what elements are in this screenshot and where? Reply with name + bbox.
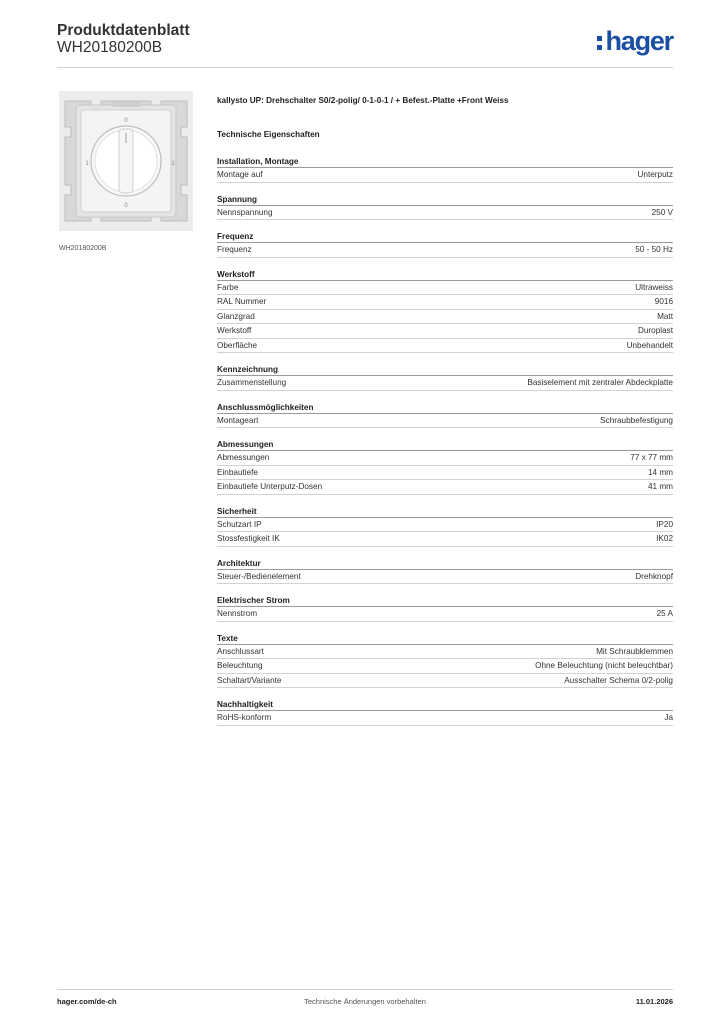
spec-row — [217, 659, 673, 674]
spec-value: Basiselement mit zentraler Abdeckplatte — [527, 378, 673, 387]
footer-website: hager.com/de-ch — [57, 997, 117, 1006]
spec-label: Anschlussart — [217, 646, 264, 656]
page-header — [57, 22, 673, 68]
spec-label: Einbautiefe Unterputz-Dosen — [217, 482, 323, 491]
spec-value: 77 x 77 mm — [630, 453, 673, 462]
spec-label: Glanzgrad — [217, 311, 255, 321]
spec-value: 14 mm — [647, 467, 673, 477]
document-title: Produktdatenblatt — [57, 22, 190, 39]
spec-group-title: Architektur — [217, 558, 673, 570]
spec-group — [217, 699, 673, 726]
page-footer — [57, 997, 673, 1009]
spec-group-title: Spannung — [217, 194, 673, 206]
spec-label: Schutzart IP — [217, 519, 262, 529]
spec-row — [217, 243, 673, 258]
section-heading: Technische Eigenschaften — [217, 130, 320, 139]
logo-text: hager — [605, 26, 673, 56]
spec-row — [217, 532, 673, 547]
spec-group-title: Texte — [217, 633, 673, 645]
spec-group — [217, 156, 673, 183]
spec-group — [217, 558, 673, 585]
hager-logo — [597, 26, 673, 56]
spec-group — [217, 231, 673, 258]
spec-row — [217, 310, 673, 325]
spec-label: Schaltart/Variante — [217, 675, 282, 685]
spec-label: RAL Nummer — [217, 297, 267, 306]
spec-row — [217, 570, 673, 585]
logo-colon-icon — [597, 34, 602, 52]
spec-label: Farbe — [217, 282, 239, 292]
spec-row — [217, 414, 673, 429]
spec-label: Oberfläche — [217, 340, 258, 350]
spec-group — [217, 194, 673, 221]
spec-label: Montageart — [217, 415, 259, 425]
footer-divider — [57, 989, 673, 990]
spec-row — [217, 466, 673, 481]
spec-group-title: Elektrischer Strom — [217, 595, 673, 607]
spec-groups — [217, 156, 673, 726]
spec-value: Unbehandelt — [626, 340, 673, 350]
spec-label: Stossfestigkeit IK — [217, 534, 280, 543]
spec-row — [217, 645, 673, 660]
spec-label: Zusammenstellung — [217, 378, 287, 387]
spec-value: 250 V — [651, 207, 673, 217]
spec-label: Frequenz — [217, 245, 252, 254]
switch-mark-top: 0 — [124, 118, 128, 124]
spec-value: Unterputz — [637, 170, 673, 179]
spec-row — [217, 376, 673, 391]
spec-row — [217, 206, 673, 221]
spec-group — [217, 506, 673, 547]
header-divider — [57, 67, 673, 68]
specifications — [217, 96, 673, 737]
spec-value: IP20 — [656, 519, 673, 529]
spec-row — [217, 711, 673, 726]
spec-row — [217, 339, 673, 354]
spec-group-title: Abmessungen — [217, 439, 673, 451]
spec-group — [217, 364, 673, 391]
spec-value: Ja — [664, 713, 673, 722]
spec-value: 50 - 50 Hz — [635, 245, 673, 254]
product-code: WH20180200B — [57, 39, 163, 56]
image-caption: WH20180200B — [59, 245, 107, 252]
spec-group-title: Anschlussmöglichkeiten — [217, 402, 673, 414]
spec-value: Ohne Beleuchtung (nicht beleuchtbar) — [535, 661, 673, 670]
spec-label: Nennstrom — [217, 609, 258, 618]
spec-group — [217, 633, 673, 689]
spec-value: Duroplast — [637, 326, 673, 335]
spec-value: 25 A — [656, 609, 673, 618]
spec-row — [217, 324, 673, 339]
spec-label: Nennspannung — [217, 207, 273, 217]
spec-group-title: Nachhaltigkeit — [217, 699, 673, 711]
spec-row — [217, 168, 673, 183]
spec-group-title: Frequenz — [217, 231, 673, 243]
spec-value: Matt — [657, 311, 673, 321]
spec-value: 9016 — [654, 297, 673, 306]
spec-group-title: Werkstoff — [217, 269, 673, 281]
spec-group — [217, 439, 673, 495]
spec-group — [217, 269, 673, 354]
product-image — [59, 91, 193, 231]
spec-value: Drehknopf — [635, 571, 673, 581]
spec-value: IK02 — [656, 534, 673, 543]
spec-label: Montage auf — [217, 170, 263, 179]
switch-mark-left: 1 — [85, 161, 89, 167]
switch-mark-bottom: 0 — [124, 203, 128, 209]
rotary-switch-illustration — [59, 91, 193, 231]
spec-row — [217, 518, 673, 533]
spec-value: 41 mm — [647, 482, 673, 491]
spec-label: Werkstoff — [217, 326, 252, 335]
switch-mark-right: 1 — [171, 161, 175, 167]
spec-group — [217, 595, 673, 622]
spec-label: Beleuchtung — [217, 661, 263, 670]
spec-group — [217, 402, 673, 429]
spec-group-title: Installation, Montage — [217, 156, 673, 168]
spec-value: Schraubbefestigung — [600, 415, 673, 425]
spec-row — [217, 480, 673, 495]
product-title: kallysto UP: Drehschalter S0/2-polig/ 0-1-0-1 / + Befest.-Platte +Front Weiss — [217, 96, 509, 105]
spec-value: Ultraweiss — [635, 282, 673, 292]
spec-row — [217, 674, 673, 689]
footer-note: Technische Änderungen vorbehalten — [304, 997, 426, 1006]
spec-label: Abmessungen — [217, 453, 270, 462]
footer-date: 11.01.2026 — [635, 997, 673, 1006]
spec-row — [217, 607, 673, 622]
spec-value: Mit Schraubklemmen — [596, 646, 673, 656]
spec-group-title: Kennzeichnung — [217, 364, 673, 376]
spec-row — [217, 295, 673, 310]
spec-row — [217, 451, 673, 466]
spec-row — [217, 281, 673, 296]
spec-value: Ausschalter Schema 0/2-polig — [564, 675, 673, 685]
spec-label: RoHS-konform — [217, 713, 272, 722]
spec-group-title: Sicherheit — [217, 506, 673, 518]
spec-label: Steuer-/Bedienelement — [217, 571, 301, 581]
spec-label: Einbautiefe — [217, 467, 258, 477]
